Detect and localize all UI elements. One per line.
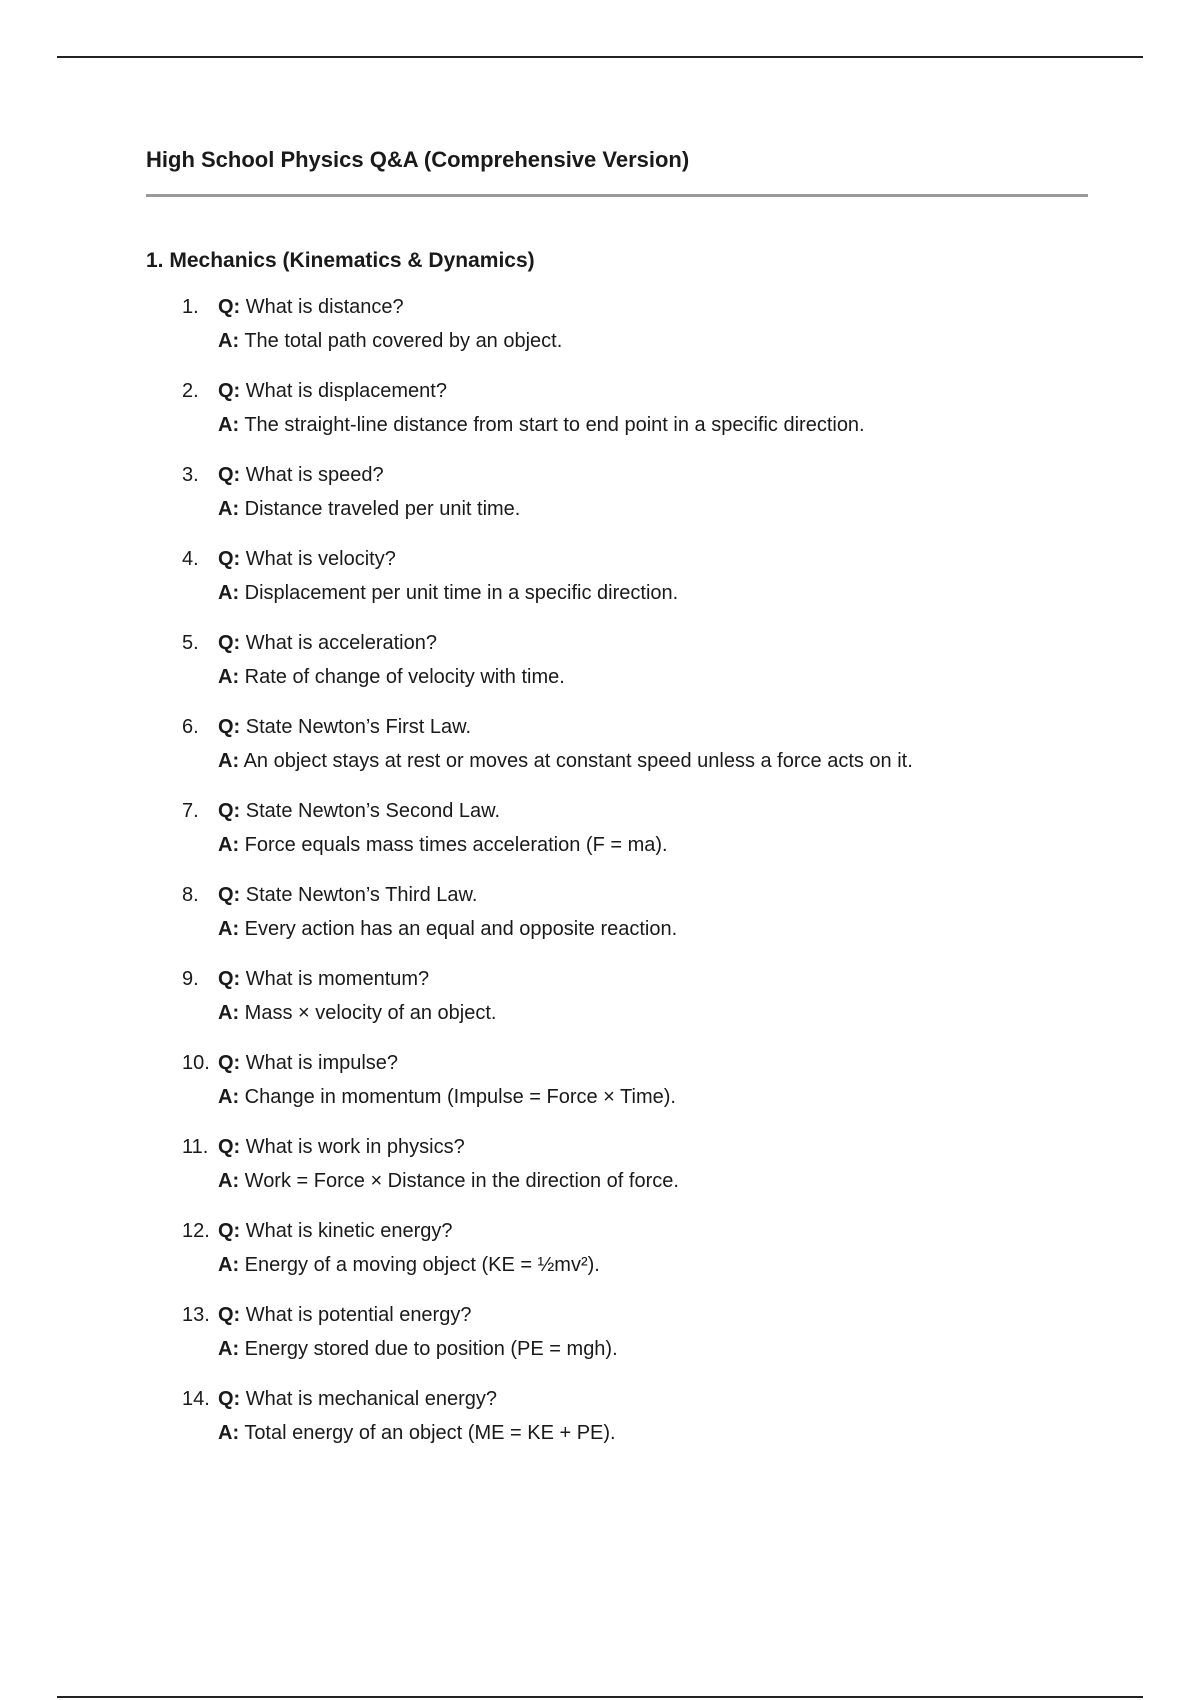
question-text: What is velocity? xyxy=(245,548,396,570)
question-text: What is acceleration? xyxy=(245,632,437,654)
q-label: Q: xyxy=(218,1304,241,1326)
qa-item-9 xyxy=(146,965,1088,1049)
answer-line xyxy=(218,1251,1088,1279)
a-label: A: xyxy=(218,1086,240,1108)
question-text: What is momentum? xyxy=(245,968,430,990)
answer-line xyxy=(218,411,1088,439)
question-line xyxy=(218,1217,1088,1245)
qa-number: 12. xyxy=(182,1220,210,1242)
qa-item-2 xyxy=(146,377,1088,461)
qa-number: 8. xyxy=(182,884,199,906)
answer-line xyxy=(218,663,1088,691)
q-label: Q: xyxy=(218,1052,241,1074)
page-bottom-rule xyxy=(57,1696,1143,1698)
answer-text: Distance traveled per unit time. xyxy=(244,498,521,520)
qa-number: 13. xyxy=(182,1304,210,1326)
answer-line xyxy=(218,1083,1088,1111)
question-line xyxy=(218,797,1088,825)
a-label: A: xyxy=(218,1338,240,1360)
section-heading: 1. Mechanics (Kinematics & Dynamics) xyxy=(146,249,535,272)
question-line xyxy=(218,965,1088,993)
qa-number: 1. xyxy=(182,296,199,318)
q-label: Q: xyxy=(218,800,241,822)
qa-item-3 xyxy=(146,461,1088,545)
qa-list xyxy=(146,293,1088,1469)
q-label: Q: xyxy=(218,548,241,570)
question-text: State Newton’s First Law. xyxy=(245,716,472,738)
page-top-rule xyxy=(57,56,1143,58)
q-label: Q: xyxy=(218,716,241,738)
q-label: Q: xyxy=(218,632,241,654)
question-line xyxy=(218,629,1088,657)
qa-number: 9. xyxy=(182,968,199,990)
a-label: A: xyxy=(218,834,240,856)
a-label: A: xyxy=(218,666,240,688)
a-label: A: xyxy=(218,1170,240,1192)
qa-item-12 xyxy=(146,1217,1088,1301)
answer-text: Every action has an equal and opposite reaction. xyxy=(244,918,678,940)
answer-text: The total path covered by an object. xyxy=(244,330,563,352)
a-label: A: xyxy=(218,498,240,520)
question-line xyxy=(218,713,1088,741)
q-label: Q: xyxy=(218,1136,241,1158)
qa-number: 3. xyxy=(182,464,199,486)
question-line xyxy=(218,377,1088,405)
qa-item-1 xyxy=(146,293,1088,377)
question-text: State Newton’s Third Law. xyxy=(245,884,478,906)
answer-line xyxy=(218,579,1088,607)
answer-text: Energy stored due to position (PE = mgh). xyxy=(244,1338,618,1360)
answer-line xyxy=(218,1167,1088,1195)
question-text: What is kinetic energy? xyxy=(245,1220,453,1242)
question-text: What is speed? xyxy=(245,464,384,486)
qa-item-6 xyxy=(146,713,1088,797)
q-label: Q: xyxy=(218,968,241,990)
answer-line xyxy=(218,831,1088,859)
qa-item-10 xyxy=(146,1049,1088,1133)
qa-number: 10. xyxy=(182,1052,210,1074)
question-text: State Newton’s Second Law. xyxy=(245,800,501,822)
answer-text: Rate of change of velocity with time. xyxy=(244,666,565,688)
qa-item-13 xyxy=(146,1301,1088,1385)
question-line xyxy=(218,545,1088,573)
a-label: A: xyxy=(218,918,240,940)
qa-item-8 xyxy=(146,881,1088,965)
qa-item-4 xyxy=(146,545,1088,629)
question-text: What is impulse? xyxy=(245,1052,399,1074)
answer-text: An object stays at rest or moves at constant speed unless a force acts on it. xyxy=(243,750,913,772)
a-label: A: xyxy=(218,582,240,604)
answer-line xyxy=(218,915,1088,943)
answer-line xyxy=(218,999,1088,1027)
question-line xyxy=(218,1385,1088,1413)
answer-line xyxy=(218,495,1088,523)
answer-line xyxy=(218,1419,1088,1447)
answer-text: Work = Force × Distance in the direction of force. xyxy=(244,1170,679,1192)
answer-line xyxy=(218,1335,1088,1363)
a-label: A: xyxy=(218,330,240,352)
q-label: Q: xyxy=(218,464,241,486)
answer-text: Displacement per unit time in a specific direction. xyxy=(244,582,679,604)
q-label: Q: xyxy=(218,1220,241,1242)
question-line xyxy=(218,1133,1088,1161)
answer-text: Mass × velocity of an object. xyxy=(244,1002,497,1024)
question-text: What is mechanical energy? xyxy=(245,1388,498,1410)
q-label: Q: xyxy=(218,296,241,318)
qa-item-11 xyxy=(146,1133,1088,1217)
qa-number: 6. xyxy=(182,716,199,738)
question-text: What is work in physics? xyxy=(245,1136,465,1158)
qa-number: 2. xyxy=(182,380,199,402)
answer-text: Energy of a moving object (KE = ½mv²). xyxy=(244,1254,600,1276)
question-line xyxy=(218,1301,1088,1329)
qa-number: 4. xyxy=(182,548,199,570)
title-divider xyxy=(146,194,1088,197)
document-body xyxy=(146,146,1088,1469)
answer-line xyxy=(218,747,1088,775)
qa-number: 11. xyxy=(182,1136,209,1158)
question-text: What is potential energy? xyxy=(245,1304,472,1326)
a-label: A: xyxy=(218,1002,240,1024)
question-line xyxy=(218,1049,1088,1077)
answer-text: The straight-line distance from start to end point in a specific direction. xyxy=(244,414,865,436)
qa-item-7 xyxy=(146,797,1088,881)
question-line xyxy=(218,461,1088,489)
a-label: A: xyxy=(218,1422,240,1444)
qa-item-5 xyxy=(146,629,1088,713)
document-title: High School Physics Q&A (Comprehensive Version) xyxy=(146,147,690,172)
qa-number: 7. xyxy=(182,800,199,822)
question-line xyxy=(218,881,1088,909)
answer-text: Change in momentum (Impulse = Force × Time). xyxy=(244,1086,676,1108)
question-text: What is distance? xyxy=(245,296,404,318)
qa-number: 5. xyxy=(182,632,199,654)
answer-line xyxy=(218,327,1088,355)
a-label: A: xyxy=(218,414,240,436)
q-label: Q: xyxy=(218,380,241,402)
answer-text: Force equals mass times acceleration (F = ma). xyxy=(244,834,668,856)
answer-text: Total energy of an object (ME = KE + PE). xyxy=(244,1422,616,1444)
q-label: Q: xyxy=(218,884,241,906)
question-line xyxy=(218,293,1088,321)
a-label: A: xyxy=(218,750,240,772)
q-label: Q: xyxy=(218,1388,241,1410)
question-text: What is displacement? xyxy=(245,380,447,402)
qa-item-14 xyxy=(146,1385,1088,1469)
qa-number: 14. xyxy=(182,1388,210,1410)
a-label: A: xyxy=(218,1254,240,1276)
